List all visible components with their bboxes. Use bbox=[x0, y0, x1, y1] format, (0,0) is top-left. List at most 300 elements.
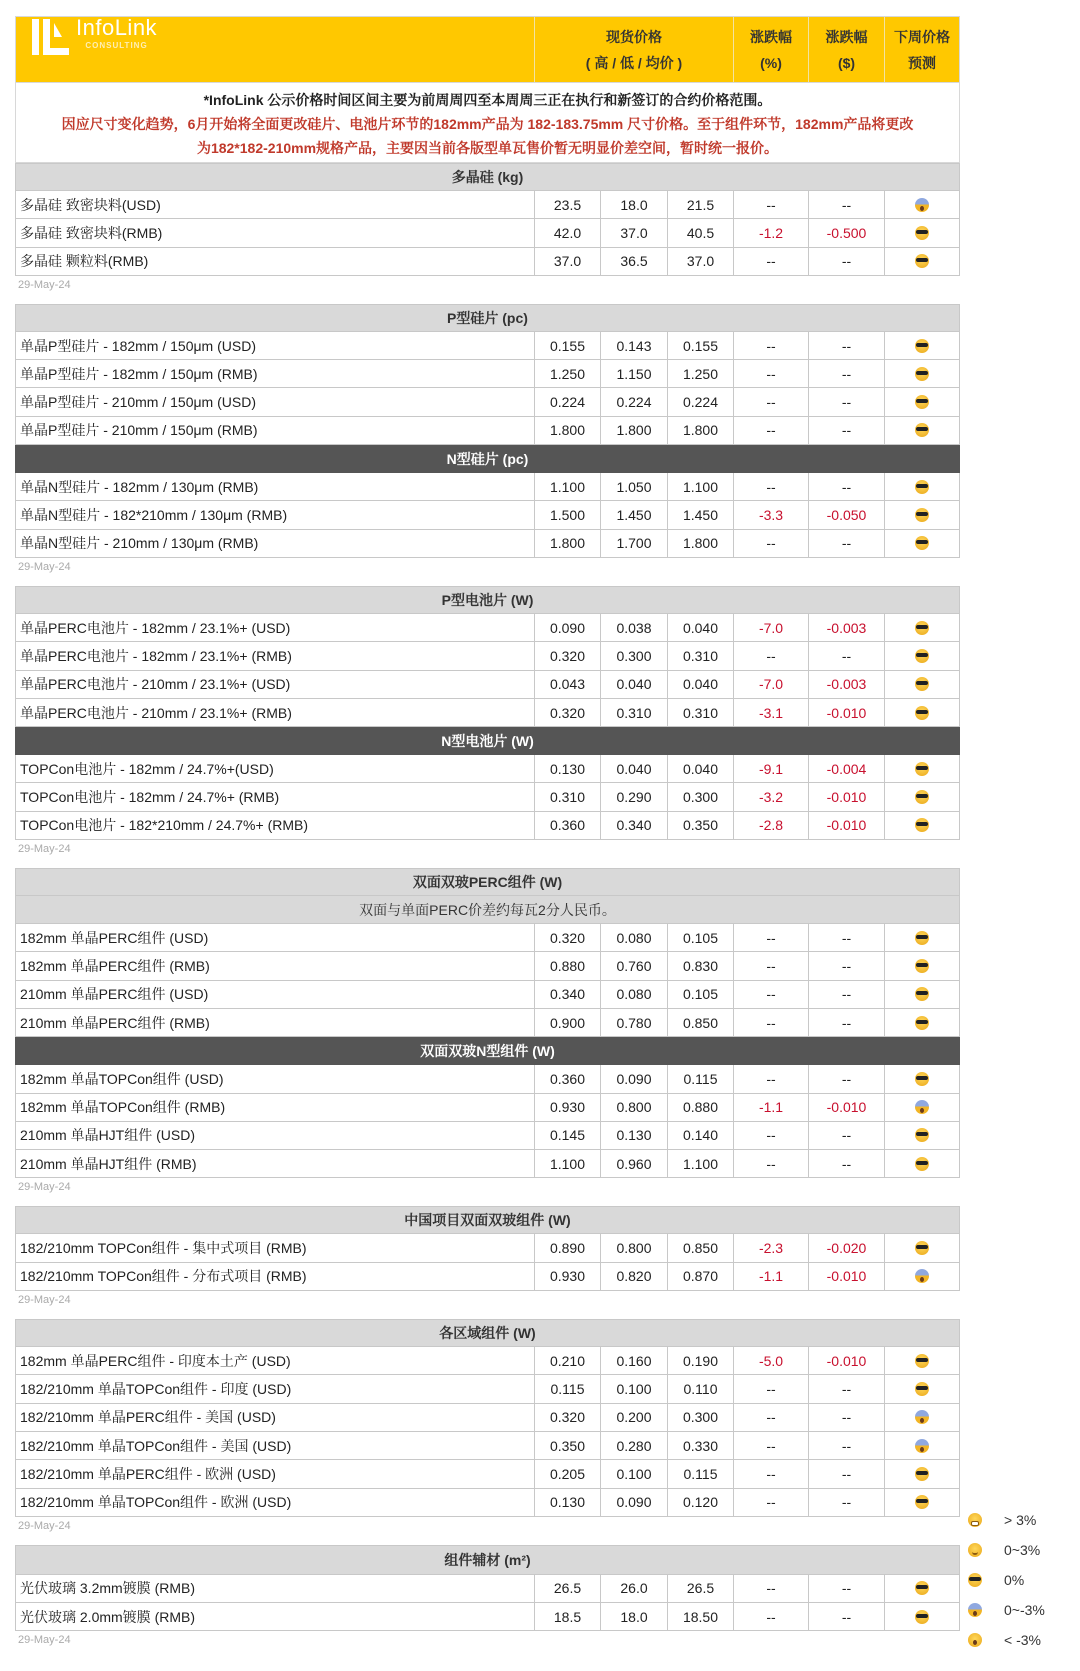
change-usd: -- bbox=[808, 1150, 884, 1177]
change-pct: -- bbox=[733, 191, 808, 218]
sunglasses-face-icon bbox=[915, 480, 929, 494]
change-pct: -- bbox=[733, 1150, 808, 1177]
price-low: 0.100 bbox=[600, 1460, 667, 1487]
change-pct: -- bbox=[733, 952, 808, 979]
table-row bbox=[15, 614, 960, 642]
price-high: 0.043 bbox=[534, 671, 600, 698]
price-low: 0.224 bbox=[600, 388, 667, 415]
change-pct: -- bbox=[733, 1065, 808, 1092]
product-name: 单晶PERC电池片 - 182mm / 23.1%+ (USD) bbox=[20, 619, 291, 636]
change-usd-unit: ($) bbox=[837, 54, 856, 71]
price-high: 1.100 bbox=[534, 473, 600, 500]
price-avg: 0.850 bbox=[667, 1009, 733, 1036]
price-avg: 0.880 bbox=[667, 1094, 733, 1121]
scream-face-icon bbox=[915, 1439, 929, 1453]
section-title: 中国项目双面双玻组件 (W) bbox=[15, 1206, 960, 1234]
price-low: 0.800 bbox=[600, 1094, 667, 1121]
product-name: 光伏玻璃 3.2mm镀膜 (RMB) bbox=[20, 1580, 195, 1597]
price-high: 0.320 bbox=[534, 924, 600, 951]
change-usd: -- bbox=[808, 473, 884, 500]
price-high: 26.5 bbox=[534, 1575, 600, 1602]
sunglasses-face-icon bbox=[915, 987, 929, 1001]
price-low: 0.080 bbox=[600, 924, 667, 951]
change-pct: -- bbox=[733, 981, 808, 1008]
change-usd: -0.010 bbox=[808, 1347, 884, 1374]
forecast-cell bbox=[884, 952, 959, 979]
product-name: 单晶N型硅片 - 210mm / 130μm (RMB) bbox=[20, 535, 259, 552]
change-usd: -- bbox=[808, 332, 884, 359]
price-low: 0.280 bbox=[600, 1432, 667, 1459]
sunglasses-face-icon bbox=[915, 1581, 929, 1595]
price-low: 0.160 bbox=[600, 1347, 667, 1374]
spot-price-label: 现货价格 bbox=[606, 28, 662, 45]
sunglasses-face-icon bbox=[968, 1573, 982, 1587]
product-name: 210mm 单晶HJT组件 (RMB) bbox=[20, 1155, 197, 1172]
price-high: 0.930 bbox=[534, 1094, 600, 1121]
table-row bbox=[15, 1575, 960, 1603]
spot-price-sublabel: ( 高 / 低 / 均价 ) bbox=[585, 54, 683, 71]
legend-label: > 3% bbox=[1004, 1512, 1037, 1528]
forecast-cell bbox=[884, 1263, 959, 1290]
sunglasses-face-icon bbox=[915, 931, 929, 945]
legend-item bbox=[968, 1505, 1080, 1535]
forecast-cell bbox=[884, 332, 959, 359]
price-avg: 0.105 bbox=[667, 981, 733, 1008]
product-name: 210mm 单晶PERC组件 (USD) bbox=[20, 986, 209, 1003]
price-high: 42.0 bbox=[534, 219, 600, 246]
price-high: 0.205 bbox=[534, 1460, 600, 1487]
price-avg: 0.105 bbox=[667, 924, 733, 951]
change-usd-label: 涨跌幅 bbox=[825, 28, 868, 45]
change-pct: -3.1 bbox=[733, 699, 808, 726]
product-name: 单晶PERC电池片 - 210mm / 23.1%+ (RMB) bbox=[20, 704, 292, 721]
change-pct-label: 涨跌幅 bbox=[750, 28, 792, 45]
change-usd: -- bbox=[808, 1375, 884, 1402]
price-high: 0.350 bbox=[534, 1432, 600, 1459]
table-row bbox=[15, 755, 960, 783]
change-usd: -0.500 bbox=[808, 219, 884, 246]
product-name: 光伏玻璃 2.0mm镀膜 (RMB) bbox=[20, 1608, 195, 1625]
product-name: 182mm 单晶PERC组件 - 印度本土产 (USD) bbox=[20, 1352, 291, 1369]
price-low: 0.130 bbox=[600, 1122, 667, 1149]
price-avg: 0.350 bbox=[667, 812, 733, 839]
change-usd: -- bbox=[808, 981, 884, 1008]
change-pct: -- bbox=[733, 530, 808, 557]
sunglasses-face-icon bbox=[915, 790, 929, 804]
price-avg: 1.100 bbox=[667, 473, 733, 500]
change-usd: -- bbox=[808, 388, 884, 415]
scream-face-icon bbox=[915, 198, 929, 212]
price-high: 0.155 bbox=[534, 332, 600, 359]
change-usd: -0.003 bbox=[808, 614, 884, 641]
legend-label: 0% bbox=[1004, 1572, 1025, 1588]
table-row bbox=[15, 360, 960, 388]
table-row bbox=[15, 699, 960, 727]
change-pct-unit: (%) bbox=[760, 54, 782, 71]
change-pct: -1.1 bbox=[733, 1263, 808, 1290]
table-row bbox=[15, 1150, 960, 1178]
price-avg: 0.115 bbox=[667, 1065, 733, 1092]
price-avg: 0.830 bbox=[667, 952, 733, 979]
price-high: 0.145 bbox=[534, 1122, 600, 1149]
change-pct: -- bbox=[733, 473, 808, 500]
product-name: TOPCon电池片 - 182mm / 24.7%+ (RMB) bbox=[20, 789, 280, 806]
price-low: 0.290 bbox=[600, 783, 667, 810]
legend-label: < -3% bbox=[1004, 1632, 1041, 1648]
change-usd: -- bbox=[808, 952, 884, 979]
price-avg: 0.110 bbox=[667, 1375, 733, 1402]
forecast-legend bbox=[968, 1505, 1080, 1655]
forecast-header bbox=[884, 17, 959, 82]
section-title: 多晶硅 (kg) bbox=[15, 163, 960, 191]
forecast-cell bbox=[884, 1375, 959, 1402]
change-usd: -- bbox=[808, 924, 884, 951]
legend-label: 0~3% bbox=[1004, 1542, 1041, 1558]
forecast-cell bbox=[884, 248, 959, 275]
table-row bbox=[15, 671, 960, 699]
price-low: 0.038 bbox=[600, 614, 667, 641]
table-row bbox=[15, 1460, 960, 1488]
table-row bbox=[15, 1347, 960, 1375]
change-pct-header bbox=[733, 17, 808, 82]
change-pct: -- bbox=[733, 417, 808, 444]
price-high: 1.100 bbox=[534, 1150, 600, 1177]
price-high: 0.310 bbox=[534, 783, 600, 810]
change-pct: -- bbox=[733, 1460, 808, 1487]
section-title: 双面双玻N型组件 (W) bbox=[15, 1037, 960, 1065]
price-high: 0.210 bbox=[534, 1347, 600, 1374]
section-title: P型电池片 (W) bbox=[15, 586, 960, 614]
price-avg: 0.300 bbox=[667, 783, 733, 810]
price-low: 18.0 bbox=[600, 191, 667, 218]
date-label: 29-May-24 bbox=[18, 560, 71, 573]
price-high: 1.250 bbox=[534, 360, 600, 387]
change-pct: -7.0 bbox=[733, 614, 808, 641]
price-avg: 0.040 bbox=[667, 614, 733, 641]
change-usd: -0.003 bbox=[808, 671, 884, 698]
change-pct: -- bbox=[733, 360, 808, 387]
price-avg: 0.140 bbox=[667, 1122, 733, 1149]
price-high: 0.880 bbox=[534, 952, 600, 979]
table-row bbox=[15, 219, 960, 247]
forecast-cell bbox=[884, 1122, 959, 1149]
change-pct: -- bbox=[733, 924, 808, 951]
price-low: 0.200 bbox=[600, 1404, 667, 1431]
smile-face-icon bbox=[968, 1543, 982, 1557]
product-name: 单晶N型硅片 - 182mm / 130μm (RMB) bbox=[20, 478, 259, 495]
product-name: 单晶P型硅片 - 210mm / 150μm (USD) bbox=[20, 394, 256, 411]
change-pct: -- bbox=[733, 1603, 808, 1630]
forecast-cell bbox=[884, 1094, 959, 1121]
product-name: 单晶N型硅片 - 182*210mm / 130μm (RMB) bbox=[20, 507, 288, 524]
sunglasses-face-icon bbox=[915, 1128, 929, 1142]
product-name: 182/210mm 单晶PERC组件 - 欧洲 (USD) bbox=[20, 1465, 276, 1482]
price-avg: 37.0 bbox=[667, 248, 733, 275]
legend-item bbox=[968, 1595, 1080, 1625]
forecast-cell bbox=[884, 1234, 959, 1261]
change-usd: -0.004 bbox=[808, 755, 884, 782]
date-label: 29-May-24 bbox=[18, 1634, 71, 1647]
forecast-cell bbox=[884, 1603, 959, 1630]
price-low: 37.0 bbox=[600, 219, 667, 246]
sunglasses-face-icon bbox=[915, 959, 929, 973]
product-name: 单晶PERC电池片 - 182mm / 23.1%+ (RMB) bbox=[20, 647, 292, 664]
price-avg: 18.50 bbox=[667, 1603, 733, 1630]
astonished-face-icon bbox=[968, 1633, 982, 1647]
price-low: 36.5 bbox=[600, 248, 667, 275]
table-row bbox=[15, 1375, 960, 1403]
change-pct: -1.2 bbox=[733, 219, 808, 246]
price-low: 0.040 bbox=[600, 671, 667, 698]
sunglasses-face-icon bbox=[915, 1072, 929, 1086]
note-line-2: 因应尺寸变化趋势，6月开始将全面更改硅片、电池片环节的182mm产品为 182-183.75mm 尺寸价格。至于组件环节，182mm产品将更改 bbox=[61, 116, 914, 132]
sunglasses-face-icon bbox=[915, 1382, 929, 1396]
price-avg: 1.450 bbox=[667, 501, 733, 528]
legend-item bbox=[968, 1625, 1080, 1655]
table-row bbox=[15, 248, 960, 276]
change-usd: -0.010 bbox=[808, 699, 884, 726]
sunglasses-face-icon bbox=[915, 226, 929, 240]
forecast-cell bbox=[884, 219, 959, 246]
change-usd: -- bbox=[808, 1432, 884, 1459]
legend-label: 0~-3% bbox=[1004, 1602, 1045, 1618]
change-pct: -2.3 bbox=[733, 1234, 808, 1261]
date-label: 29-May-24 bbox=[18, 843, 71, 856]
change-pct: -- bbox=[733, 1122, 808, 1149]
section-title: 各区域组件 (W) bbox=[15, 1319, 960, 1347]
product-name: 182/210mm 单晶TOPCon组件 - 美国 (USD) bbox=[20, 1437, 292, 1454]
table-row bbox=[15, 924, 960, 952]
date-label: 29-May-24 bbox=[18, 1519, 71, 1532]
product-name: 182/210mm 单晶TOPCon组件 - 印度 (USD) bbox=[20, 1380, 292, 1397]
section-title: N型硅片 (pc) bbox=[15, 445, 960, 473]
price-avg: 0.300 bbox=[667, 1404, 733, 1431]
change-pct: -- bbox=[733, 1575, 808, 1602]
table-row bbox=[15, 388, 960, 416]
price-high: 0.890 bbox=[534, 1234, 600, 1261]
forecast-cell bbox=[884, 1575, 959, 1602]
change-usd: -- bbox=[808, 530, 884, 557]
sunglasses-face-icon bbox=[915, 706, 929, 720]
product-name: 182mm 单晶PERC组件 (RMB) bbox=[20, 957, 210, 974]
change-pct: -3.3 bbox=[733, 501, 808, 528]
price-high: 0.090 bbox=[534, 614, 600, 641]
price-high: 0.320 bbox=[534, 642, 600, 669]
price-low: 0.780 bbox=[600, 1009, 667, 1036]
forecast-cell bbox=[884, 473, 959, 500]
logo-subtext: CONSULTING bbox=[85, 41, 148, 50]
table-row bbox=[15, 1094, 960, 1122]
price-high: 0.360 bbox=[534, 812, 600, 839]
forecast-cell bbox=[884, 614, 959, 641]
forecast-cell bbox=[884, 812, 959, 839]
note-line-1: *InfoLink 公示价格时间区间主要为前周周四至本周周三正在执行和新签订的合约价格范围。 bbox=[203, 92, 772, 108]
change-usd-header bbox=[808, 17, 884, 82]
change-usd: -- bbox=[808, 1009, 884, 1036]
change-usd: -- bbox=[808, 1122, 884, 1149]
price-low: 1.450 bbox=[600, 501, 667, 528]
price-low: 0.300 bbox=[600, 642, 667, 669]
price-low: 0.143 bbox=[600, 332, 667, 359]
forecast-cell bbox=[884, 501, 959, 528]
price-high: 0.360 bbox=[534, 1065, 600, 1092]
price-avg: 1.800 bbox=[667, 530, 733, 557]
forecast-cell bbox=[884, 1404, 959, 1431]
forecast-cell bbox=[884, 1489, 959, 1516]
notes bbox=[15, 83, 960, 163]
forecast-sublabel: 预测 bbox=[908, 54, 936, 71]
price-avg: 0.040 bbox=[667, 671, 733, 698]
forecast-cell bbox=[884, 783, 959, 810]
product-name: 182/210mm 单晶PERC组件 - 美国 (USD) bbox=[20, 1409, 276, 1426]
change-pct: -- bbox=[733, 1009, 808, 1036]
table-row bbox=[15, 473, 960, 501]
forecast-cell bbox=[884, 642, 959, 669]
price-low: 0.960 bbox=[600, 1150, 667, 1177]
sunglasses-face-icon bbox=[915, 1495, 929, 1509]
price-high: 0.320 bbox=[534, 1404, 600, 1431]
price-avg: 1.250 bbox=[667, 360, 733, 387]
table-row bbox=[15, 642, 960, 670]
change-pct: -- bbox=[733, 248, 808, 275]
forecast-cell bbox=[884, 1347, 959, 1374]
product-name: 182mm 单晶PERC组件 (USD) bbox=[20, 929, 209, 946]
table-row bbox=[15, 1263, 960, 1291]
price-low: 0.820 bbox=[600, 1263, 667, 1290]
product-name: 多晶硅 致密块料(RMB) bbox=[20, 224, 163, 241]
price-table bbox=[15, 16, 960, 1658]
scream-face-icon bbox=[915, 1269, 929, 1283]
section-title: N型电池片 (W) bbox=[15, 727, 960, 755]
forecast-label: 下周价格 bbox=[894, 28, 950, 45]
price-high: 1.800 bbox=[534, 417, 600, 444]
change-pct: -1.1 bbox=[733, 1094, 808, 1121]
price-avg: 26.5 bbox=[667, 1575, 733, 1602]
price-avg: 0.115 bbox=[667, 1460, 733, 1487]
product-name: 182mm 单晶TOPCon组件 (USD) bbox=[20, 1070, 224, 1087]
change-pct: -- bbox=[733, 1432, 808, 1459]
logo-mark-icon bbox=[30, 17, 70, 57]
sunglasses-face-icon bbox=[915, 367, 929, 381]
price-high: 0.224 bbox=[534, 388, 600, 415]
section-title: 组件辅材 (m²) bbox=[15, 1545, 960, 1575]
table-row bbox=[15, 1489, 960, 1517]
price-low: 0.040 bbox=[600, 755, 667, 782]
change-usd: -- bbox=[808, 1489, 884, 1516]
table-row bbox=[15, 812, 960, 840]
change-usd: -- bbox=[808, 1603, 884, 1630]
price-high: 0.115 bbox=[534, 1375, 600, 1402]
forecast-cell bbox=[884, 1460, 959, 1487]
table-row bbox=[15, 1122, 960, 1150]
change-usd: -0.010 bbox=[808, 783, 884, 810]
change-usd: -0.050 bbox=[808, 501, 884, 528]
forecast-cell bbox=[884, 1150, 959, 1177]
price-high: 0.930 bbox=[534, 1263, 600, 1290]
price-avg: 0.870 bbox=[667, 1263, 733, 1290]
logo-text: InfoLink bbox=[76, 15, 158, 40]
legend-item bbox=[968, 1565, 1080, 1595]
change-pct: -- bbox=[733, 388, 808, 415]
price-low: 1.150 bbox=[600, 360, 667, 387]
note-line-3: 为182*182-210mm规格产品，主要因当前各版型单瓦售价暂无明显价差空间，暂时统一报价。 bbox=[196, 140, 779, 156]
price-low: 0.090 bbox=[600, 1065, 667, 1092]
price-avg: 0.190 bbox=[667, 1347, 733, 1374]
table-header bbox=[15, 16, 960, 83]
forecast-cell bbox=[884, 755, 959, 782]
price-avg: 0.310 bbox=[667, 699, 733, 726]
change-pct: -3.2 bbox=[733, 783, 808, 810]
infolink-logo bbox=[16, 17, 534, 82]
table-row bbox=[15, 1065, 960, 1093]
price-high: 1.500 bbox=[534, 501, 600, 528]
sunglasses-face-icon bbox=[915, 508, 929, 522]
change-pct: -- bbox=[733, 1404, 808, 1431]
forecast-cell bbox=[884, 981, 959, 1008]
sunglasses-face-icon bbox=[915, 1157, 929, 1171]
sunglasses-face-icon bbox=[915, 254, 929, 268]
price-low: 0.310 bbox=[600, 699, 667, 726]
change-pct: -- bbox=[733, 1375, 808, 1402]
product-name: 182/210mm TOPCon组件 - 分布式项目 (RMB) bbox=[20, 1268, 307, 1285]
forecast-cell bbox=[884, 924, 959, 951]
table-row bbox=[15, 981, 960, 1009]
product-name: 210mm 单晶PERC组件 (RMB) bbox=[20, 1014, 210, 1031]
price-low: 1.800 bbox=[600, 417, 667, 444]
price-high: 37.0 bbox=[534, 248, 600, 275]
product-name: 多晶硅 颗粒料(RMB) bbox=[20, 253, 149, 270]
price-high: 0.130 bbox=[534, 755, 600, 782]
price-avg: 21.5 bbox=[667, 191, 733, 218]
table-row bbox=[15, 1234, 960, 1262]
change-pct: -7.0 bbox=[733, 671, 808, 698]
scream-face-icon bbox=[915, 1410, 929, 1424]
forecast-cell bbox=[884, 1432, 959, 1459]
section-title: P型硅片 (pc) bbox=[15, 304, 960, 332]
price-avg: 0.224 bbox=[667, 388, 733, 415]
price-low: 1.700 bbox=[600, 530, 667, 557]
change-pct: -5.0 bbox=[733, 1347, 808, 1374]
price-low: 0.800 bbox=[600, 1234, 667, 1261]
sunglasses-face-icon bbox=[915, 1354, 929, 1368]
section-note: 双面与单面PERC价差约每瓦2分人民币。 bbox=[15, 896, 960, 924]
price-low: 1.050 bbox=[600, 473, 667, 500]
price-avg: 0.310 bbox=[667, 642, 733, 669]
date-label: 29-May-24 bbox=[18, 1181, 71, 1194]
sunglasses-face-icon bbox=[915, 536, 929, 550]
forecast-cell bbox=[884, 417, 959, 444]
product-name: 182/210mm TOPCon组件 - 集中式项目 (RMB) bbox=[20, 1240, 307, 1257]
change-usd: -0.020 bbox=[808, 1234, 884, 1261]
change-pct: -2.8 bbox=[733, 812, 808, 839]
change-usd: -- bbox=[808, 417, 884, 444]
sunglasses-face-icon bbox=[915, 762, 929, 776]
change-usd: -0.010 bbox=[808, 1094, 884, 1121]
scream-face-icon bbox=[968, 1603, 982, 1617]
change-usd: -- bbox=[808, 248, 884, 275]
change-usd: -- bbox=[808, 191, 884, 218]
sunglasses-face-icon bbox=[915, 339, 929, 353]
price-avg: 0.120 bbox=[667, 1489, 733, 1516]
product-name: TOPCon电池片 - 182mm / 24.7%+(USD) bbox=[20, 760, 274, 777]
section-title: 双面双玻PERC组件 (W) bbox=[15, 868, 960, 896]
price-high: 18.5 bbox=[534, 1603, 600, 1630]
price-low: 0.340 bbox=[600, 812, 667, 839]
price-low: 0.100 bbox=[600, 1375, 667, 1402]
price-avg: 1.100 bbox=[667, 1150, 733, 1177]
legend-item bbox=[968, 1535, 1080, 1565]
table-row bbox=[15, 1432, 960, 1460]
